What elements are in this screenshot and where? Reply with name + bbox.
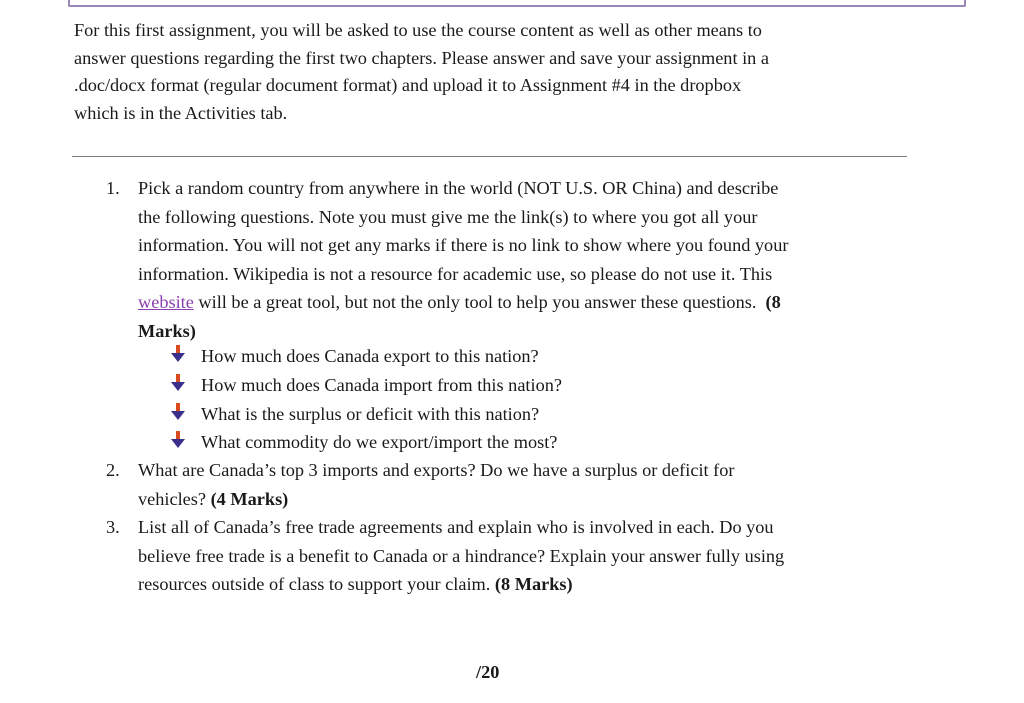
question-line <box>138 570 918 599</box>
intro-line: .doc/docx format (regular document format) and upload it to Assignment #4 in the dropbox <box>74 75 742 96</box>
bullet-item <box>170 371 562 400</box>
bullet-item <box>170 342 539 371</box>
bullet-text: What commodity do we export/import the most? <box>201 432 558 452</box>
question-number: 3. <box>106 517 120 537</box>
question-3 <box>106 513 906 599</box>
page-top-frame <box>68 0 966 7</box>
question-number: 1. <box>106 178 120 198</box>
bullet-text: What is the surplus or deficit with this nation? <box>201 404 540 424</box>
question-line <box>138 288 918 317</box>
arrow-down-bullet-icon <box>170 430 186 450</box>
bullet-text: How much does Canada import from this nation? <box>201 375 562 395</box>
question-line: What are Canada’s top 3 imports and exports? Do we have a surplus or deficit for <box>138 460 735 480</box>
arrow-down-bullet-icon <box>170 344 186 364</box>
horizontal-divider <box>72 156 907 157</box>
link-sentence: will be a great tool, but not the only tool to help you answer these questions. <box>193 292 757 312</box>
marks-label: Marks) <box>138 320 196 341</box>
marks-label: (8 Marks) <box>494 574 573 594</box>
question-text <box>138 513 918 599</box>
marks-label: (4 Marks) <box>210 488 289 509</box>
question-line: believe free trade is a benefit to Canada or a hindrance? Explain your answer fully using <box>138 545 785 566</box>
arrow-down-bullet-icon <box>170 402 186 422</box>
website-link[interactable]: website <box>138 292 194 312</box>
intro-paragraph <box>74 17 904 127</box>
question-line-text: resources outside of class to support your claim. <box>138 574 491 594</box>
question-line <box>138 485 918 514</box>
question-2 <box>106 456 906 514</box>
bullet-text: How much does Canada export to this nation? <box>201 346 539 366</box>
question-line: List all of Canada’s free trade agreements and explain who is involved in each. Do you <box>138 517 774 537</box>
intro-line: answer questions regarding the first two chapters. Please answer and save your assignment in a <box>74 47 769 68</box>
total-score: /20 <box>476 662 500 682</box>
question-text <box>138 456 918 513</box>
bullet-item <box>170 428 557 457</box>
question-line: information. You will not get any marks if there is no link to show where you found your <box>138 235 789 255</box>
question-1 <box>106 174 906 349</box>
marks-label: (8 <box>765 292 781 312</box>
question-line <box>138 317 918 346</box>
question-line: Pick a random country from anywhere in the world (NOT U.S. OR China) and describe <box>138 178 779 198</box>
question-line: information. Wikipedia is not a resource for academic use, so please do not use it. This <box>138 263 773 284</box>
question-line-text: vehicles? <box>138 488 207 509</box>
intro-line: For this first assignment, you will be asked to use the course content as well as other means to <box>74 20 762 40</box>
arrow-down-bullet-icon <box>170 373 186 393</box>
intro-line: which is in the Activities tab. <box>74 102 288 123</box>
question-number: 2. <box>106 460 120 480</box>
question-text <box>138 174 918 345</box>
bullet-item <box>170 400 539 429</box>
question-line: the following questions. Note you must give me the link(s) to where you got all your <box>138 206 758 227</box>
